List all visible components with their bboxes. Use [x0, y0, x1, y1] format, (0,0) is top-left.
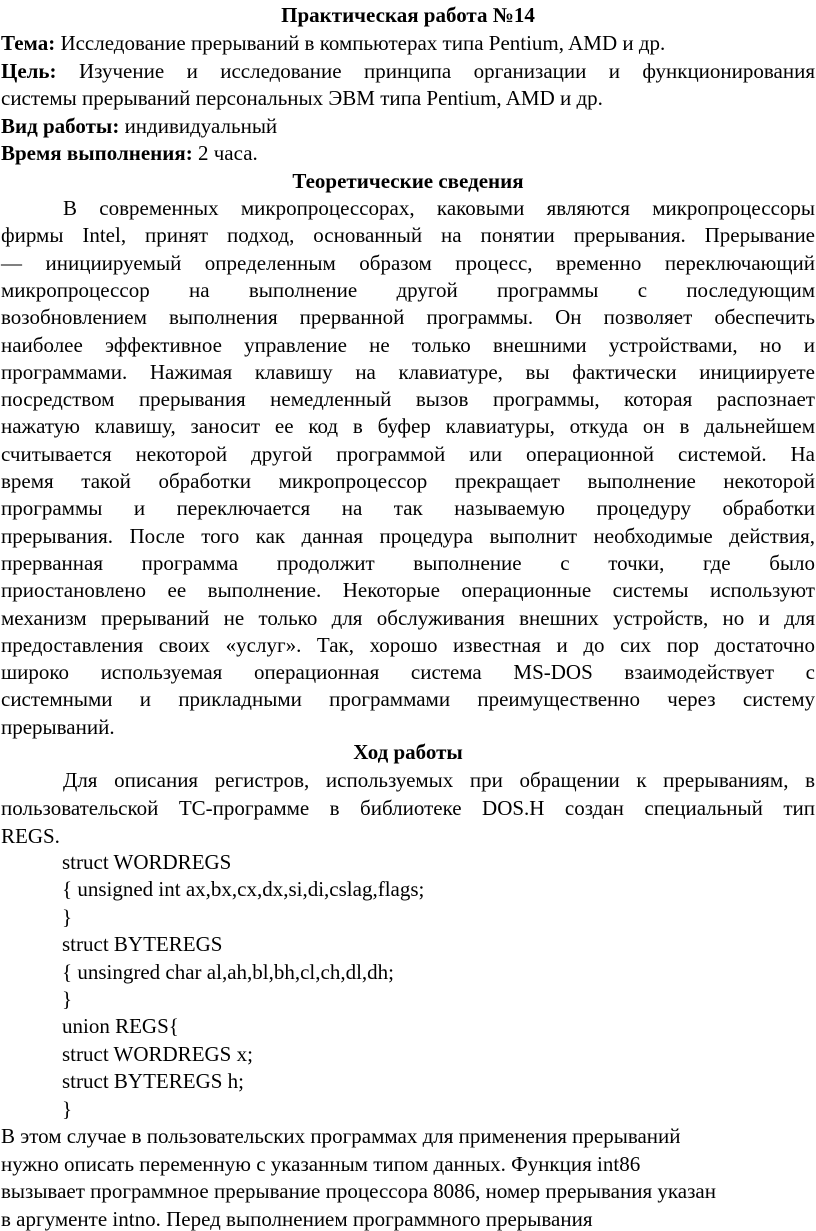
work-type-label: Вид работы:: [1, 114, 120, 138]
topic-label: Тема:: [1, 31, 56, 55]
paragraph-line: посредством прерывания немедленный вызов программы, которая распознает: [1, 387, 815, 412]
topic-value: Исследование прерываний в компьютерах типа Pentium, AMD и др.: [55, 31, 666, 55]
paragraph-line: микропроцессор на выполнение другой программы с последующим: [1, 277, 815, 302]
code-line: struct BYTEREGS: [62, 932, 223, 957]
code-line: { unsigned int ax,bx,cx,dx,si,di,cslag,flags;: [62, 877, 425, 902]
paragraph-line: В этом случае в пользовательских программах для применения прерываний: [1, 1124, 681, 1148]
paragraph-line: REGS.: [1, 824, 60, 848]
goal-label: Цель:: [1, 59, 57, 83]
code-line: }: [62, 1096, 73, 1121]
code-line: }: [62, 904, 73, 929]
topic-line: [1, 30, 816, 56]
paragraph-line: время такой обработки микропроцессор прекращает выполнение некоторой: [1, 469, 815, 493]
paragraph-line: считывается некоторой другой программой или операционной системой. На: [1, 441, 815, 466]
paragraph-line: прерываний.: [1, 714, 115, 739]
duration-line: [1, 140, 816, 166]
code-line: }: [62, 987, 73, 1011]
paragraph-line: предоставления своих «услуг». Так, хорошо известная и до сих пор достаточно: [1, 632, 815, 657]
goal-line-1: [1, 58, 815, 84]
code-line: struct WORDREGS: [62, 850, 232, 874]
goal-line-2: системы прерываний персональных ЭВМ типа Pentium, AMD и др.: [1, 86, 603, 110]
paragraph-line: вызывает программное прерывание процессора 8086, номер прерывания указан: [1, 1179, 716, 1203]
paragraph-line: В современных микропроцессорах, каковыми являются микропроцессоры: [63, 196, 815, 220]
paragraph-line: прерывания. После того как данная процедура выполнит необходимые действия,: [1, 523, 815, 548]
procedure-heading: Ход работы: [353, 740, 463, 764]
code-line: struct WORDREGS x;: [62, 1041, 253, 1066]
duration-value: 2 часа.: [192, 141, 258, 165]
paragraph-line: широко используемая операционная система MS-DOS взаимодействует с: [1, 660, 815, 685]
page-title: Практическая работа №14: [281, 3, 535, 27]
code-line: struct BYTEREGS h;: [62, 1069, 244, 1094]
paragraph-line: нажатую клавишу, заносит ее код в буфер клавиатуры, откуда он в дальнейшем: [1, 414, 815, 439]
code-line: union REGS{: [62, 1014, 179, 1039]
paragraph-line: прерванная программа продолжит выполнение с точки, где было: [1, 550, 815, 575]
work-type-line: [1, 113, 816, 139]
work-type-value: индивидуальный: [119, 114, 278, 138]
paragraph-line: возобновлением выполнения прерванной программы. Он позволяет обеспечить: [1, 305, 815, 330]
code-line: { unsingred char al,ah,bl,bh,cl,ch,dl,dh;: [62, 959, 394, 984]
paragraph-line: нужно описать переменную с указанным типом данных. Функция int86: [1, 1151, 641, 1176]
paragraph-line: программы и переключается на так называемую процедуру обработки: [1, 496, 815, 521]
goal-value-1: Изучение и исследование принципа организации и функционирования: [56, 59, 815, 83]
paragraph-line: пользовательской TC-программе в библиотеке DOS.H создан специальный тип: [1, 796, 815, 820]
paragraph-line: — инициируемый определенным образом процесс, временно переключающий: [1, 250, 815, 275]
paragraph-line: программами. Нажимая клавишу на клавиатуре, вы фактически инициируете: [1, 359, 815, 384]
paragraph-line: наиболее эффективное управление не только внешними устройствами, но и: [1, 332, 815, 357]
paragraph-line: системными и прикладными программами преимущественно через систему: [1, 687, 815, 712]
paragraph-line: Для описания регистров, используемых при обращении к прерываниям, в: [63, 768, 815, 792]
theory-heading: Теоретические сведения: [292, 169, 524, 193]
paragraph-line: механизм прерываний не только для обслуживания внешних устройств, но и для: [1, 605, 815, 630]
paragraph-line: в аргументе intno. Перед выполнением программного прерывания: [1, 1206, 593, 1231]
duration-label: Время выполнения:: [1, 141, 193, 165]
paragraph-line: фирмы Intel, принят подход, основанный на понятии прерывания. Прерывание: [1, 223, 815, 248]
paragraph-line: приостановлено ее выполнение. Некоторые операционные системы используют: [1, 578, 815, 603]
